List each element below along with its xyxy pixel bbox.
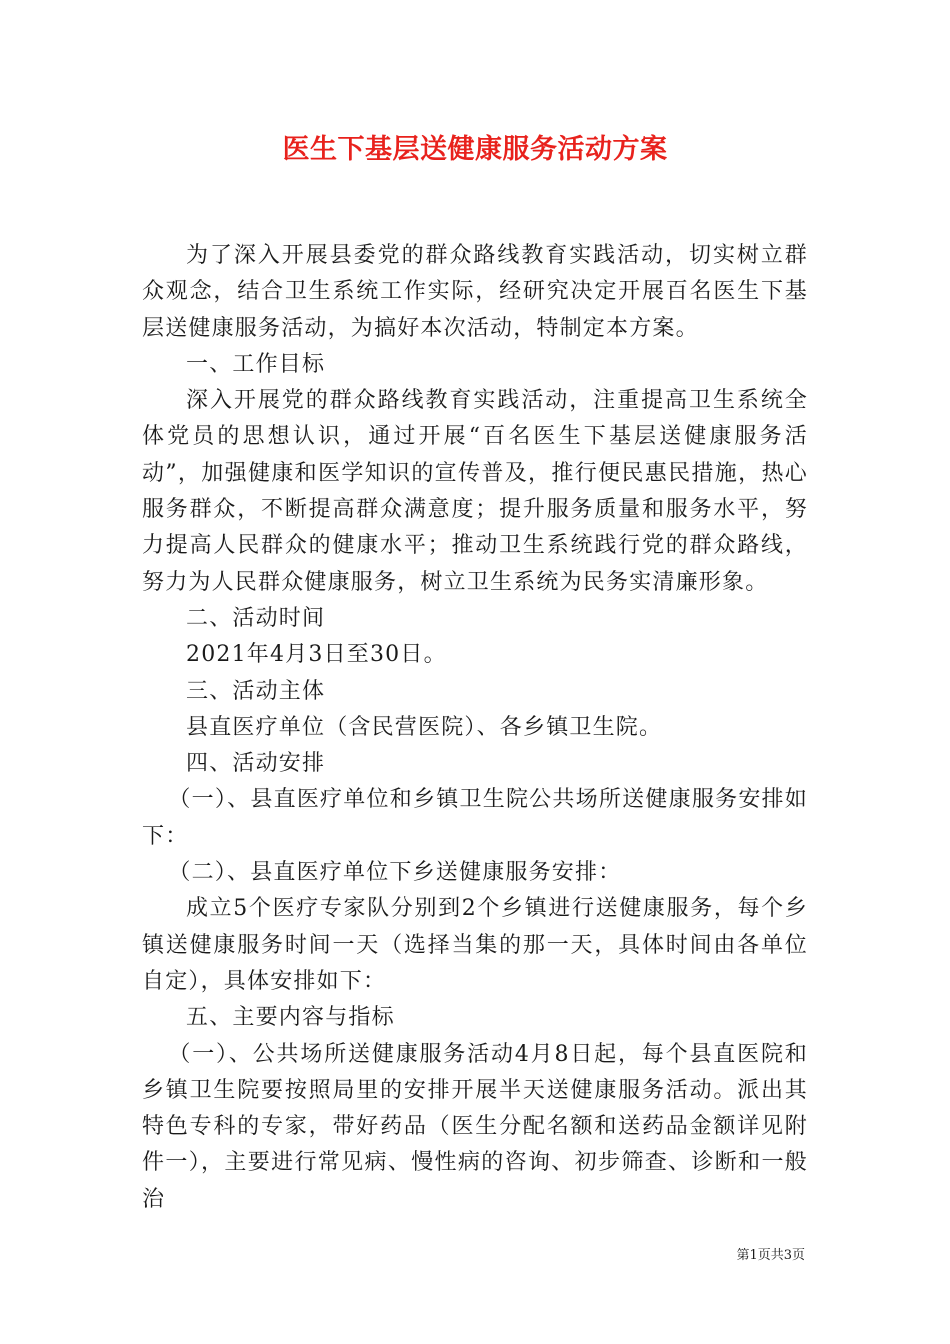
- section-heading-goals: 一、工作目标: [186, 351, 326, 377]
- document-title: 医生下基层送健康服务活动方案: [282, 134, 668, 165]
- section-heading-content: 五、主要内容与指标: [186, 1005, 395, 1031]
- section-heading-subject: 三、活动主体: [186, 678, 326, 704]
- section-heading-arrangement: 四、活动安排: [186, 751, 326, 777]
- intro-paragraph: 为了深入开展县委党的群众路线教育实践活动，切实树立群众观念，结合卫生系统工作实际，经研究决定开展百名医生下基层送健康服务活动，为搞好本次活动，特制定本方案。: [142, 243, 808, 341]
- subject-paragraph: 县直医疗单位（含民营医院）、各乡镇卫生院。: [186, 714, 663, 740]
- time-paragraph: 2021年4月3日至30日。: [186, 642, 447, 668]
- arrangement-item-2: （二）、县直医疗单位下乡送健康服务安排：: [168, 860, 622, 886]
- goals-paragraph: 深入开展党的群众路线教育实践活动，注重提高卫生系统全体党员的思想认识，通过开展“百名医生下基层送健康服务活动”，加强健康和医学知识的宣传普及，推行便民惠民措施，热心服务群众，不断提高群众满意度；提升服务质量和服务水平，努力提高人民群众的健康水平；推动卫生系统践行党的群众路线，努力为人民群众健康服务，树立卫生系统为民务实清廉形象。: [142, 388, 808, 595]
- arrangement-item-1: （一）、县直医疗单位和乡镇卫生院公共场所送健康服务安排如下：: [142, 787, 808, 849]
- section-heading-time: 二、活动时间: [186, 605, 326, 631]
- arrangement-detail-paragraph: 成立5个医疗专家队分别到2个乡镇进行送健康服务，每个乡镇送健康服务时间一天（选择当集的那一天，具体时间由各单位自定），具体安排如下：: [142, 896, 808, 994]
- content-item-1: （一）、公共场所送健康服务活动4月8日起，每个县直医院和乡镇卫生院要按照局里的安排开展半天送健康服务活动。派出其特色专科的专家，带好药品（医生分配名额和送药品金额详见附件一），主要进行常见病、慢性病的咨询、初步筛查、诊断和一般治: [142, 1041, 808, 1212]
- page-number-footer: 第1页共3页: [736, 1248, 805, 1263]
- document-body: [142, 238, 808, 1218]
